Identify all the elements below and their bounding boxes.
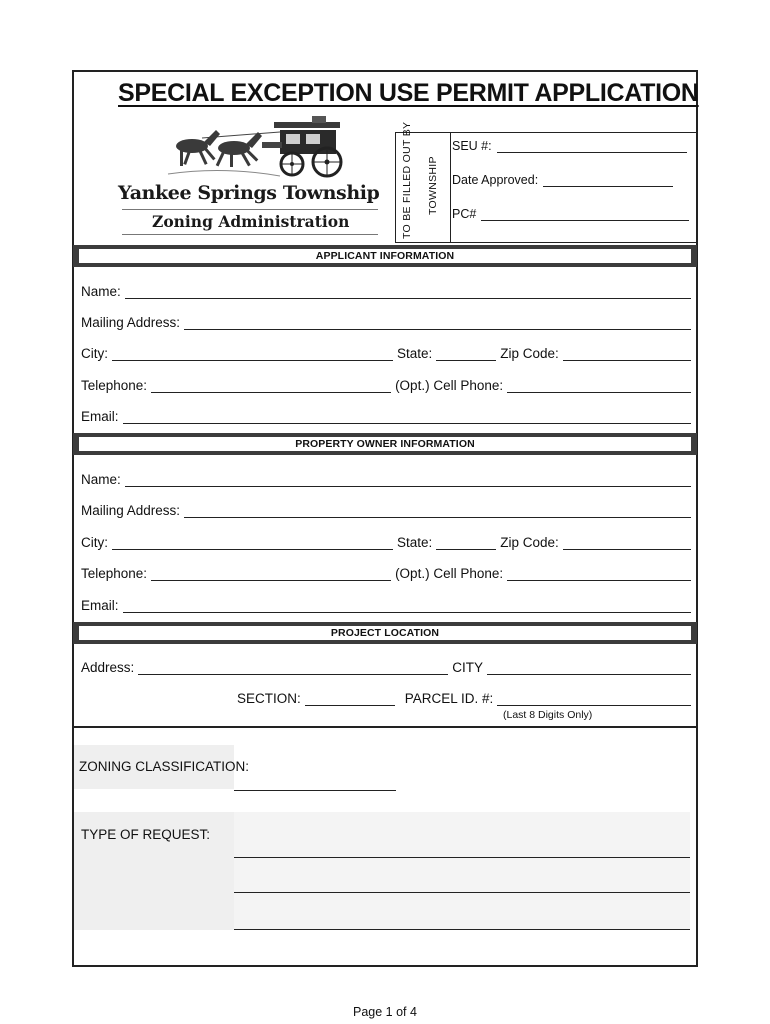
applicant-telephone-label: Telephone: [81, 378, 148, 393]
applicant-telephone-input[interactable] [151, 379, 391, 393]
applicant-name-input[interactable] [125, 285, 691, 299]
applicant-email-label: Email: [81, 409, 119, 424]
applicant-email-row[interactable] [81, 409, 691, 424]
request-line-3[interactable] [234, 929, 690, 930]
office-use-divider [450, 133, 451, 242]
pc-line[interactable] [481, 207, 689, 221]
request-line-1[interactable] [234, 857, 690, 858]
zoning-classification-label: ZONING CLASSIFICATION: [79, 759, 250, 774]
owner-email-row[interactable] [81, 598, 691, 613]
owner-section-header: PROPERTY OWNER INFORMATION [73, 433, 697, 455]
location-address-input[interactable] [138, 661, 448, 675]
section-label: SECTION: [237, 691, 301, 706]
logo-rule [122, 209, 378, 210]
owner-telephone-input[interactable] [151, 567, 391, 581]
location-section-row[interactable] [237, 691, 691, 706]
date-approved-field[interactable] [452, 173, 673, 187]
owner-city-row[interactable] [81, 535, 691, 550]
logo-rule [122, 234, 378, 235]
owner-mailing-label: Mailing Address: [81, 503, 181, 518]
section-divider [73, 726, 697, 728]
owner-state-label: State: [397, 535, 433, 550]
applicant-phone-row[interactable] [81, 378, 691, 393]
request-line-2[interactable] [234, 892, 690, 893]
location-address-label: Address: [81, 660, 135, 675]
location-address-row[interactable] [81, 660, 691, 675]
applicant-mailing-input[interactable] [184, 316, 691, 330]
owner-name-row[interactable] [81, 472, 691, 487]
owner-telephone-label: Telephone: [81, 566, 148, 581]
request-input-box [234, 812, 690, 930]
parcel-id-label: PARCEL ID. #: [404, 691, 494, 706]
location-section-header: PROJECT LOCATION [73, 622, 697, 644]
applicant-name-row[interactable] [81, 284, 691, 299]
owner-email-input[interactable] [123, 599, 691, 613]
applicant-state-label: State: [397, 346, 433, 361]
owner-city-input[interactable] [112, 536, 393, 550]
page-number: Page 1 of 4 [353, 1005, 417, 1019]
applicant-mailing-label: Mailing Address: [81, 315, 181, 330]
section-input[interactable] [305, 692, 395, 706]
applicant-zip-input[interactable] [563, 347, 691, 361]
owner-cell-input[interactable] [507, 567, 691, 581]
location-city-label: CITY [452, 660, 484, 675]
owner-email-label: Email: [81, 598, 119, 613]
owner-mailing-input[interactable] [184, 504, 691, 518]
zoning-classification-input[interactable] [234, 790, 396, 791]
owner-name-input[interactable] [125, 473, 691, 487]
parcel-id-input[interactable] [497, 692, 691, 706]
owner-cell-label: (Opt.) Cell Phone: [395, 566, 504, 581]
applicant-city-label: City: [81, 346, 108, 361]
applicant-cell-input[interactable] [507, 379, 691, 393]
seu-line[interactable] [497, 139, 687, 153]
applicant-mailing-row[interactable] [81, 315, 691, 330]
seu-label: SEU #: [452, 139, 492, 153]
stagecoach-icon [162, 116, 362, 182]
type-of-request-label: TYPE OF REQUEST: [81, 827, 211, 842]
applicant-section-header: APPLICANT INFORMATION [73, 245, 697, 267]
owner-name-label: Name: [81, 472, 121, 487]
pc-field[interactable] [452, 207, 689, 221]
seu-field[interactable] [452, 139, 687, 153]
owner-mailing-row[interactable] [81, 503, 691, 518]
applicant-zip-label: Zip Code: [500, 346, 559, 361]
office-use-box [395, 121, 696, 243]
form-title: SPECIAL EXCEPTION USE PERMIT APPLICATION [118, 79, 699, 107]
applicant-city-row[interactable] [81, 346, 691, 361]
date-approved-line[interactable] [543, 173, 673, 187]
location-city-input[interactable] [487, 661, 691, 675]
pc-label: PC# [452, 207, 477, 221]
owner-zip-label: Zip Code: [500, 535, 559, 550]
applicant-name-label: Name: [81, 284, 121, 299]
department-name: Zoning Administration [152, 212, 350, 231]
applicant-cell-label: (Opt.) Cell Phone: [395, 378, 504, 393]
office-use-vertical-label: TO BE FILLED OUT BY [401, 121, 413, 239]
date-approved-label: Date Approved: [452, 173, 539, 187]
owner-zip-input[interactable] [563, 536, 691, 550]
owner-state-input[interactable] [436, 536, 496, 550]
township-logo [112, 112, 382, 240]
township-vertical-label: TOWNSHIP [427, 156, 439, 215]
owner-phone-row[interactable] [81, 566, 691, 581]
applicant-email-input[interactable] [123, 410, 691, 424]
applicant-state-input[interactable] [436, 347, 496, 361]
applicant-city-input[interactable] [112, 347, 393, 361]
township-name: Yankee Springs Township [118, 182, 380, 204]
parcel-id-note: (Last 8 Digits Only) [503, 709, 593, 721]
owner-city-label: City: [81, 535, 108, 550]
